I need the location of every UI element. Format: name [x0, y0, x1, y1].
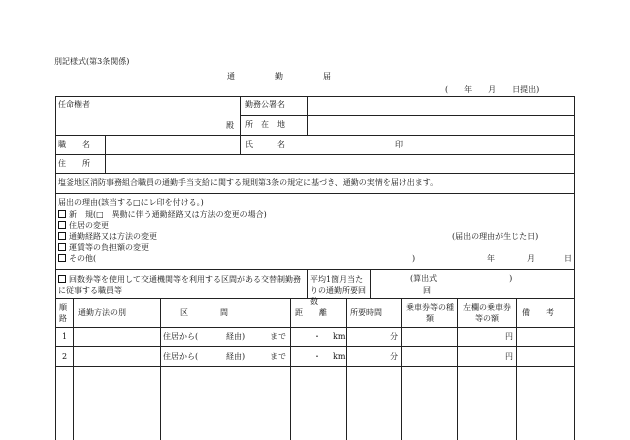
honorific: 殿 — [226, 121, 234, 130]
rule — [240, 96, 241, 154]
rule — [307, 269, 308, 298]
rule — [401, 298, 402, 440]
checkbox-icon[interactable] — [58, 221, 66, 229]
rule — [240, 115, 575, 116]
row-decimal-dot: ・ — [313, 352, 321, 361]
rule — [55, 173, 575, 174]
address-label: 所 在 地 — [245, 120, 285, 129]
rule — [160, 298, 161, 440]
row-minutes-unit: 分 — [390, 332, 398, 341]
outer-frame-right — [574, 96, 575, 440]
rule — [516, 298, 517, 440]
checkbox-icon[interactable] — [58, 254, 66, 262]
row-yen-unit: 円 — [505, 352, 513, 361]
submission-date: ( 年 月 日提出) — [445, 85, 540, 94]
row-yen-unit: 円 — [505, 332, 513, 341]
occurred-day: 日 — [564, 254, 572, 263]
reason-other[interactable]: その他( — [58, 254, 96, 264]
occurred-month: 月 — [527, 254, 535, 263]
row-from[interactable]: 住居から( — [163, 352, 199, 361]
header-remarks: 備 考 — [522, 308, 554, 317]
other-close: ) — [412, 254, 416, 263]
rule — [290, 298, 291, 440]
row-number: 1 — [62, 332, 68, 341]
reason-new[interactable]: 新 規(□ 異動に伴う通勤経路又は方法の変更の場合) — [58, 210, 267, 220]
ticket-worker-option[interactable]: 回数券等を使用して交通機関等を利用する区間がある交替制勤務に従事する職員等 — [58, 275, 301, 295]
row-decimal-dot: ・ — [313, 332, 321, 341]
header-method: 通勤方法の別 — [78, 308, 126, 317]
header-time: 所要時間 — [350, 308, 382, 317]
rule — [457, 298, 458, 440]
header-order: 順路 — [59, 303, 67, 323]
rule — [55, 154, 575, 155]
rule — [55, 193, 575, 194]
rule — [55, 366, 575, 367]
rule — [346, 298, 347, 440]
row-km-unit: km — [333, 352, 346, 361]
rule — [55, 327, 575, 328]
checkbox-icon[interactable] — [58, 232, 66, 240]
form-reference: 別記様式(第3条関係) — [54, 57, 130, 66]
header-ticket-type: 乗車券等の種類 — [406, 303, 454, 323]
formula-label: (算出式 ) — [410, 274, 513, 283]
statement-text: 塩釜地区消防事務組合職員の通勤手当支給に関する規則第3条の規定に基づき、通勤の実情を届け出ます。 — [58, 178, 439, 187]
appointer-label: 任命権者 — [58, 100, 90, 109]
outer-frame-left — [55, 96, 56, 440]
times-unit: 回 — [423, 286, 431, 295]
reason-route[interactable]: 通勤経路又は方法の変更 — [58, 232, 157, 242]
rule — [370, 269, 371, 298]
row-minutes-unit: 分 — [390, 352, 398, 361]
seal-mark: 印 — [395, 140, 403, 149]
form-title: 通 勤 届 — [227, 72, 331, 81]
checkbox-icon[interactable] — [58, 275, 66, 283]
occurred-year: 年 — [487, 254, 495, 263]
checkbox-icon[interactable] — [58, 243, 66, 251]
outer-frame-top — [55, 96, 575, 97]
row-from[interactable]: 住居から( — [163, 332, 199, 341]
row-via[interactable]: 経由) — [226, 352, 246, 361]
avg-count-label: 平均1箇月当たりの通勤所要回数 — [310, 275, 366, 306]
row-to[interactable]: まで — [270, 352, 286, 361]
rule — [307, 96, 308, 135]
header-amount: 左欄の乗車券等の額 — [463, 303, 511, 323]
reason-residence[interactable]: 住居の変更 — [58, 221, 109, 231]
rule — [105, 154, 106, 173]
row-km-unit: km — [333, 332, 346, 341]
name-label: 氏 名 — [245, 140, 285, 149]
header-distance: 距 離 — [295, 308, 327, 317]
row-number: 2 — [62, 352, 68, 361]
reasons-heading: 届出の理由(該当する□にレ印を付ける。) — [58, 198, 204, 207]
rule — [105, 135, 106, 154]
occurred-label: (届出の理由が生じた日) — [452, 232, 539, 241]
residence-label: 住 所 — [58, 159, 90, 168]
reason-fare[interactable]: 運賃等の負担額の変更 — [58, 243, 149, 253]
row-to[interactable]: まで — [270, 332, 286, 341]
rule — [73, 298, 74, 440]
office-label: 勤務公署名 — [245, 100, 285, 109]
checkbox-icon[interactable] — [58, 210, 66, 218]
rule — [55, 346, 575, 347]
rule — [55, 135, 575, 136]
header-section: 区 間 — [180, 308, 228, 317]
row-via[interactable]: 経由) — [226, 332, 246, 341]
post-label: 職 名 — [58, 140, 90, 149]
rule — [55, 269, 575, 270]
